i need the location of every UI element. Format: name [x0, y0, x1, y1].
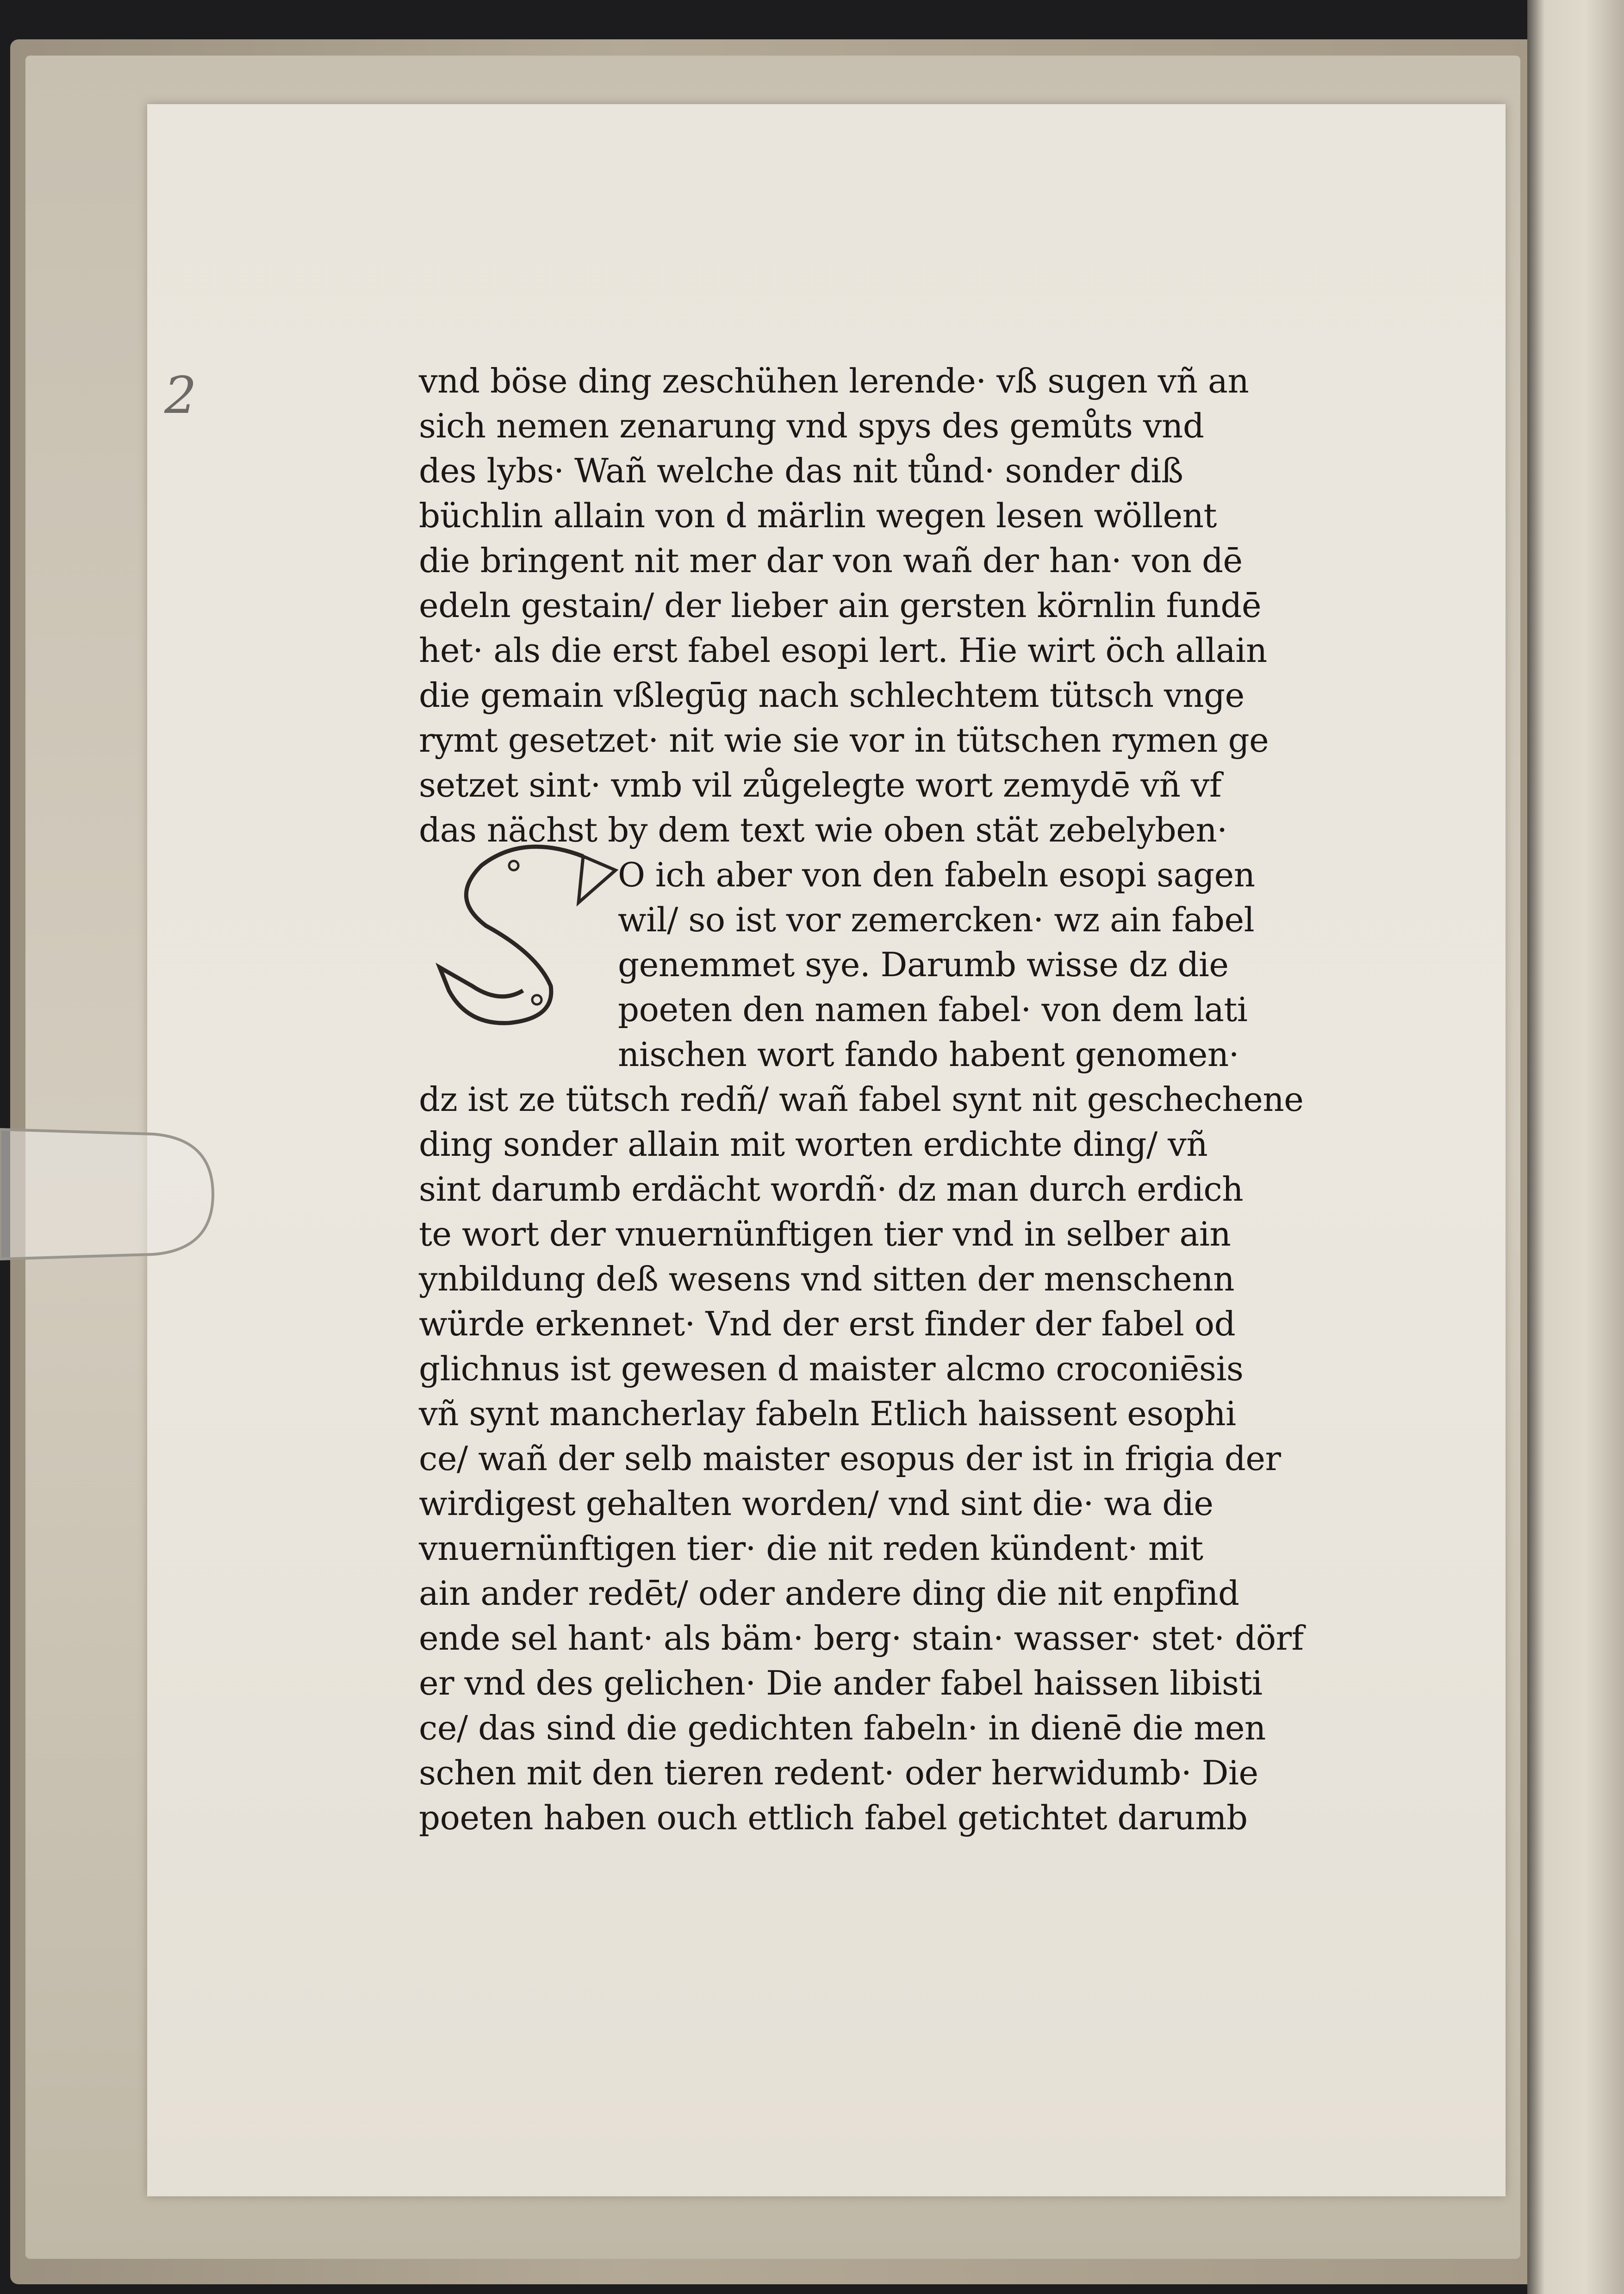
text-line-32: schen mit den tieren redent· oder herwidumb· Die — [419, 1753, 1258, 1792]
adjacent-page-edge — [1527, 0, 1624, 2294]
text-line-25: ce/ wañ der selb maister esopus der ist in frigia der — [419, 1439, 1281, 1478]
text-line-19: sint darumb erdächt wordñ· dz man durch erdich — [419, 1170, 1244, 1209]
text-line-12: O ich aber von den fabeln esopi sagen — [618, 855, 1255, 894]
text-line-22: würde erkennet· Vnd der erst finder der fabel od — [419, 1304, 1236, 1343]
text-line-26: wirdigest gehalten worden/ vnd sint die· wa die — [419, 1484, 1213, 1523]
text-line-21: ynbildung deß wesens vnd sitten der menschenn — [419, 1259, 1235, 1298]
text-line-11: das nächst by dem text wie oben stät zebelyben· — [419, 810, 1227, 849]
text-line-16: nischen wort fando habent genomen· — [618, 1035, 1239, 1074]
text-line-6: edeln gestain/ der lieber ain gersten körnlin fundē — [419, 586, 1262, 625]
text-line-1: vnd böse ding zeschühen lerende· vß sugen vñ an — [419, 362, 1249, 400]
text-line-28: ain ander redēt/ oder andere ding die nit enpfind — [419, 1574, 1239, 1613]
text-line-2: sich nemen zenarung vnd spys des gemůts vnd — [419, 406, 1204, 445]
text-line-7: het· als die erst fabel esopi lert. Hie wirt öch allain — [419, 631, 1267, 670]
text-line-29: ende sel hant· als bäm· berg· stain· wasser· stet· dörf — [419, 1619, 1304, 1658]
folio-mark: 2 — [164, 366, 197, 425]
text-line-31: ce/ das sind die gedichten fabeln· in dienē die men — [419, 1708, 1266, 1747]
text-line-8: die gemain vßlegūg nach schlechtem tütsch vnge — [419, 676, 1244, 715]
text-line-14: genemmet sye. Darumb wisse dz die — [618, 945, 1229, 984]
text-line-27: vnuernünftigen tier· die nit reden kündent· mit — [419, 1529, 1203, 1568]
text-line-5: die bringent nit mer dar von wañ der han· von dē — [419, 541, 1243, 580]
clear-bookmark-tab — [0, 1120, 218, 1268]
text-line-13: wil/ so ist vor zemercken· wz ain fabel — [618, 900, 1255, 939]
text-line-3: des lybs· Wañ welche das nit tůnd· sonder diß — [419, 451, 1183, 490]
text-line-15: poeten den namen fabel· von dem lati — [618, 990, 1248, 1029]
text-line-4: büchlin allain von d märlin wegen lesen wöllent — [419, 496, 1217, 535]
main-text-block — [419, 359, 1304, 1840]
text-line-23: glichnus ist gewesen d maister alcmo croconiēsis — [419, 1349, 1244, 1388]
text-line-9: rymt gesetzet· nit wie sie vor in tütschen rymen ge — [419, 721, 1269, 760]
text-line-17: dz ist ze tütsch redñ/ wañ fabel synt nit geschechene — [419, 1080, 1304, 1119]
initial-letter-text: S — [435, 856, 436, 857]
text-line-18: ding sonder allain mit worten erdichte ding/ vñ — [419, 1125, 1208, 1164]
text-line-33: poeten haben ouch ettlich fabel getichtet darumb — [419, 1798, 1248, 1837]
text-line-30: er vnd des gelichen· Die ander fabel haissen libisti — [419, 1664, 1263, 1702]
text-line-10: setzet sint· vmb vil zůgelegte wort zemydē vñ vf — [419, 766, 1222, 804]
text-line-20: te wort der vnuernünftigen tier vnd in selber ain — [419, 1215, 1231, 1253]
text-line-24: vñ synt mancherlay fabeln Etlich haissent esophi — [419, 1394, 1236, 1433]
